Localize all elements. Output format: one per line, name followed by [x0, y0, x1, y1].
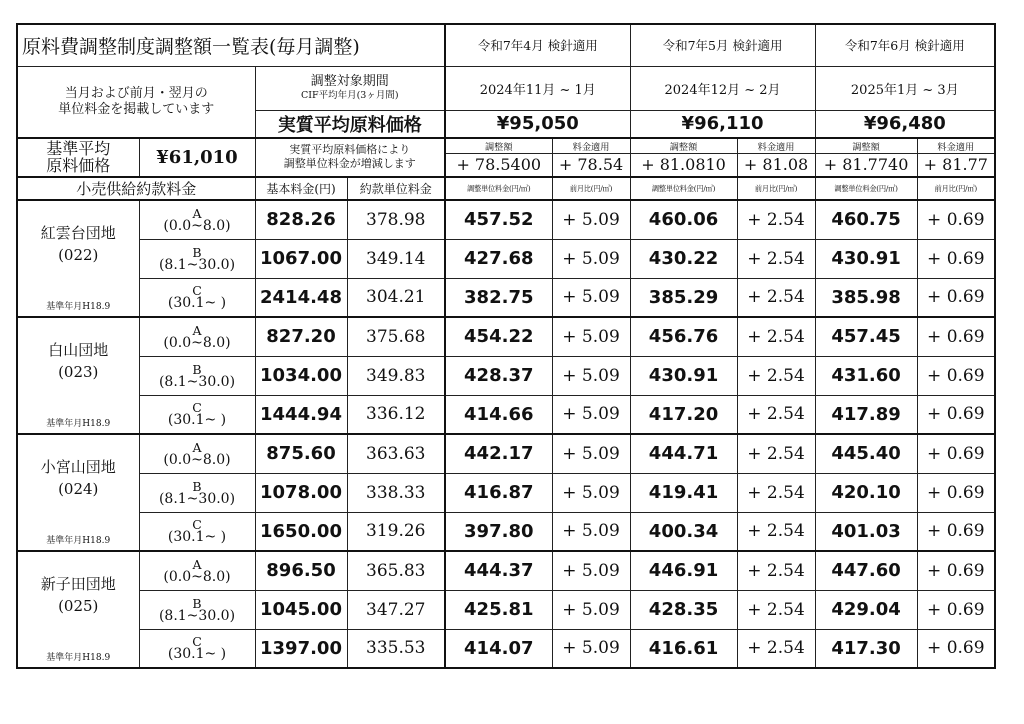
block-cell: [139, 473, 255, 512]
area-code: (025): [58, 597, 99, 615]
block-cell: [139, 512, 255, 551]
table-row: [17, 551, 995, 590]
prev-ratio-value-2: + 0.69: [917, 317, 995, 356]
col-adjusted-unit-2: 調整単位料金(円/㎥): [815, 177, 917, 200]
period-1: 2024年12月 ~ 2月: [630, 66, 815, 110]
adjusted-unit-value-2: 420.10: [815, 473, 917, 512]
block-cell: [139, 200, 255, 239]
adjusted-unit-value-0: 428.37: [445, 356, 552, 395]
block-letter: C: [192, 634, 202, 650]
base-fee-value: 828.26: [255, 200, 347, 239]
base-fee-value: 1045.00: [255, 590, 347, 629]
block-cell: [139, 317, 255, 356]
block-cell: [139, 629, 255, 668]
col-base-fee: 基本料金(円): [255, 177, 347, 200]
block-range: (8.1~30.0): [158, 256, 236, 273]
adjust-note: [255, 138, 445, 178]
area-name: 小宮山団地: [40, 458, 116, 476]
base-fee-value: 1067.00: [255, 239, 347, 278]
block-cell: [139, 395, 255, 434]
adjusted-unit-value-1: 456.76: [630, 317, 737, 356]
block-range: (30.1~ ): [167, 646, 227, 663]
block-letter: A: [192, 439, 202, 455]
prev-ratio-value-2: + 0.69: [917, 473, 995, 512]
table-row: [17, 239, 995, 278]
area-cell: [17, 551, 139, 668]
adjusted-unit-value-0: 427.68: [445, 239, 552, 278]
adjust-period-line2: CIF平均年月(3ヶ月間): [300, 90, 399, 101]
adjust-note-line2: 調整単位料金が増減します: [283, 157, 416, 171]
prev-ratio-value-2: + 0.69: [917, 395, 995, 434]
base-avg-value: ¥61,010: [139, 138, 255, 178]
col-prev-ratio-1: 前月比(円/㎥): [737, 177, 815, 200]
area-cell: [17, 317, 139, 434]
adjusted-unit-value-0: 425.81: [445, 590, 552, 629]
fee-applied-header-2: 料金適用: [917, 138, 995, 154]
table-row: [17, 434, 995, 473]
period-2: 2025年1月 ~ 3月: [815, 66, 995, 110]
table-row: [17, 356, 995, 395]
block-cell: [139, 278, 255, 317]
prev-ratio-value-0: + 5.09: [552, 551, 630, 590]
prev-ratio-value-2: + 0.69: [917, 512, 995, 551]
month-label-2: 令和7年6月 検針適用: [815, 24, 995, 66]
block-cell: [139, 239, 255, 278]
area-name: 紅雲台団地: [40, 224, 116, 242]
prev-ratio-value-0: + 5.09: [552, 590, 630, 629]
prev-ratio-value-0: + 5.09: [552, 512, 630, 551]
adjusted-unit-value-2: 445.40: [815, 434, 917, 473]
prev-ratio-value-0: + 5.09: [552, 629, 630, 668]
prev-ratio-value-1: + 2.54: [737, 317, 815, 356]
block-range: (0.0~8.0): [163, 217, 231, 234]
adjusted-unit-value-1: 460.06: [630, 200, 737, 239]
header-note-line2: 単位料金を掲載しています: [58, 101, 215, 117]
adj-amount-header-0: 調整額: [445, 138, 552, 154]
rate-table-page: [16, 23, 994, 681]
table-row: [17, 200, 995, 239]
adjusted-unit-value-1: 400.34: [630, 512, 737, 551]
adjusted-unit-value-0: 397.80: [445, 512, 552, 551]
block-cell: [139, 551, 255, 590]
area-name: 白山団地: [48, 341, 109, 359]
header-note: [17, 66, 255, 138]
col-unit-fee: 約款単位料金: [347, 177, 445, 200]
block-range: (0.0~8.0): [163, 451, 231, 468]
unit-fee-value: 335.53: [347, 629, 445, 668]
adjusted-unit-value-1: 430.91: [630, 356, 737, 395]
fee-applied-1: + 81.08: [737, 153, 815, 177]
base-fee-value: 1078.00: [255, 473, 347, 512]
page-title: 原料費調整制度調整額一覧表(毎月調整): [17, 24, 445, 66]
area-code: (023): [58, 363, 99, 381]
adj-amount-2: + 81.7740: [815, 153, 917, 177]
block-letter: C: [192, 283, 202, 299]
adjusted-unit-value-1: 428.35: [630, 590, 737, 629]
block-range: (30.1~ ): [167, 529, 227, 546]
adjusted-unit-value-0: 457.52: [445, 200, 552, 239]
adjust-period-line1: 調整対象期間: [310, 74, 389, 89]
adjusted-unit-value-1: 417.20: [630, 395, 737, 434]
prev-ratio-value-1: + 2.54: [737, 473, 815, 512]
prev-ratio-value-0: + 5.09: [552, 278, 630, 317]
table-row: [17, 512, 995, 551]
adjusted-unit-value-1: 416.61: [630, 629, 737, 668]
block-range: (8.1~30.0): [158, 373, 236, 390]
area-base-year: 基準年月H18.9: [46, 653, 111, 663]
prev-ratio-value-2: + 0.69: [917, 551, 995, 590]
base-fee-value: 875.60: [255, 434, 347, 473]
area-code: (022): [58, 246, 99, 264]
prev-ratio-value-2: + 0.69: [917, 239, 995, 278]
prev-ratio-value-2: + 0.69: [917, 590, 995, 629]
unit-fee-value: 338.33: [347, 473, 445, 512]
base-fee-value: 896.50: [255, 551, 347, 590]
adjustment-table: [16, 23, 996, 669]
area-base-year: 基準年月H18.9: [46, 419, 111, 429]
col-adjusted-unit-1: 調整単位料金(円/㎥): [630, 177, 737, 200]
table-row: [17, 629, 995, 668]
prev-ratio-value-2: + 0.69: [917, 356, 995, 395]
block-letter: B: [192, 595, 202, 611]
base-fee-value: 1444.94: [255, 395, 347, 434]
fee-applied-header-1: 料金適用: [737, 138, 815, 154]
block-letter: A: [192, 205, 202, 221]
header-note-line1: 当月および前月・翌月の: [64, 85, 208, 101]
adjusted-unit-value-2: 431.60: [815, 356, 917, 395]
prev-ratio-value-2: + 0.69: [917, 200, 995, 239]
block-letter: B: [192, 244, 202, 260]
block-letter: A: [192, 322, 202, 338]
col-adjusted-unit-0: 調整単位料金(円/㎥): [445, 177, 552, 200]
real-avg-label: 実質平均原料価格: [255, 110, 445, 138]
area-base-year: 基準年月H18.9: [46, 302, 111, 312]
base-fee-value: 1034.00: [255, 356, 347, 395]
adjusted-unit-value-0: 414.07: [445, 629, 552, 668]
unit-fee-value: 349.83: [347, 356, 445, 395]
prev-ratio-value-1: + 2.54: [737, 512, 815, 551]
adjusted-unit-value-1: 419.41: [630, 473, 737, 512]
adjust-period-label: [255, 66, 445, 110]
adj-amount-header-1: 調整額: [630, 138, 737, 154]
block-letter: B: [192, 478, 202, 494]
unit-fee-value: 375.68: [347, 317, 445, 356]
prev-ratio-value-1: + 2.54: [737, 278, 815, 317]
base-avg-label: [17, 138, 139, 178]
unit-fee-value: 363.63: [347, 434, 445, 473]
area-cell: [17, 434, 139, 551]
adj-amount-header-2: 調整額: [815, 138, 917, 154]
prev-ratio-value-1: + 2.54: [737, 356, 815, 395]
month-label-1: 令和7年5月 検針適用: [630, 24, 815, 66]
fee-applied-header-0: 料金適用: [552, 138, 630, 154]
adjusted-unit-value-1: 385.29: [630, 278, 737, 317]
adjusted-unit-value-0: 414.66: [445, 395, 552, 434]
adjusted-unit-value-2: 460.75: [815, 200, 917, 239]
area-base-year: 基準年月H18.9: [46, 536, 111, 546]
block-range: (30.1~ ): [167, 412, 227, 429]
adjusted-unit-value-0: 382.75: [445, 278, 552, 317]
block-range: (8.1~30.0): [158, 490, 236, 507]
adjusted-unit-value-2: 457.45: [815, 317, 917, 356]
real-avg-price-1: ¥96,110: [630, 110, 815, 138]
block-range: (30.1~ ): [167, 295, 227, 312]
adjusted-unit-value-2: 447.60: [815, 551, 917, 590]
month-label-0: 令和7年4月 検針適用: [445, 24, 630, 66]
adjusted-unit-value-2: 417.30: [815, 629, 917, 668]
adjusted-unit-value-2: 417.89: [815, 395, 917, 434]
prev-ratio-value-1: + 2.54: [737, 434, 815, 473]
base-fee-value: 2414.48: [255, 278, 347, 317]
adjust-note-line1: 実質平均原料価格により: [289, 143, 411, 157]
adjusted-unit-value-1: 430.22: [630, 239, 737, 278]
prev-ratio-value-0: + 5.09: [552, 395, 630, 434]
table-row: [17, 473, 995, 512]
adjusted-unit-value-1: 444.71: [630, 434, 737, 473]
prev-ratio-value-1: + 2.54: [737, 395, 815, 434]
prev-ratio-value-1: + 2.54: [737, 551, 815, 590]
retail-label: 小売供給約款料金: [17, 177, 255, 200]
area-code: (024): [58, 480, 99, 498]
adjusted-unit-value-0: 442.17: [445, 434, 552, 473]
block-letter: C: [192, 517, 202, 533]
fee-applied-0: + 78.54: [552, 153, 630, 177]
prev-ratio-value-0: + 5.09: [552, 317, 630, 356]
prev-ratio-value-0: + 5.09: [552, 434, 630, 473]
prev-ratio-value-1: + 2.54: [737, 239, 815, 278]
base-avg-line1: 基準平均: [46, 139, 111, 159]
block-cell: [139, 434, 255, 473]
adj-amount-0: + 78.5400: [445, 153, 552, 177]
base-avg-line2: 原料価格: [46, 156, 111, 176]
block-range: (0.0~8.0): [163, 568, 231, 585]
unit-fee-value: 365.83: [347, 551, 445, 590]
period-0: 2024年11月 ~ 1月: [445, 66, 630, 110]
unit-fee-value: 347.27: [347, 590, 445, 629]
block-range: (0.0~8.0): [163, 334, 231, 351]
area-name: 新子田団地: [40, 575, 116, 593]
col-prev-ratio-0: 前月比(円/㎥): [552, 177, 630, 200]
prev-ratio-value-1: + 2.54: [737, 629, 815, 668]
block-letter: C: [192, 400, 202, 416]
real-avg-price-2: ¥96,480: [815, 110, 995, 138]
block-letter: A: [192, 556, 202, 572]
area-cell: [17, 200, 139, 317]
adjusted-unit-value-1: 446.91: [630, 551, 737, 590]
block-cell: [139, 590, 255, 629]
block-range: (8.1~30.0): [158, 607, 236, 624]
adjusted-unit-value-2: 401.03: [815, 512, 917, 551]
base-fee-value: 1650.00: [255, 512, 347, 551]
unit-fee-value: 319.26: [347, 512, 445, 551]
table-row: [17, 590, 995, 629]
prev-ratio-value-1: + 2.54: [737, 590, 815, 629]
real-avg-price-0: ¥95,050: [445, 110, 630, 138]
base-fee-value: 827.20: [255, 317, 347, 356]
prev-ratio-value-0: + 5.09: [552, 200, 630, 239]
adj-amount-1: + 81.0810: [630, 153, 737, 177]
prev-ratio-value-0: + 5.09: [552, 239, 630, 278]
adjusted-unit-value-0: 416.87: [445, 473, 552, 512]
adjusted-unit-value-0: 454.22: [445, 317, 552, 356]
unit-fee-value: 304.21: [347, 278, 445, 317]
prev-ratio-value-0: + 5.09: [552, 473, 630, 512]
fee-applied-2: + 81.77: [917, 153, 995, 177]
prev-ratio-value-2: + 0.69: [917, 629, 995, 668]
unit-fee-value: 349.14: [347, 239, 445, 278]
table-row: [17, 317, 995, 356]
adjusted-unit-value-2: 430.91: [815, 239, 917, 278]
col-prev-ratio-2: 前月比(円/㎥): [917, 177, 995, 200]
block-letter: B: [192, 361, 202, 377]
adjusted-unit-value-2: 429.04: [815, 590, 917, 629]
adjusted-unit-value-0: 444.37: [445, 551, 552, 590]
table-row: [17, 395, 995, 434]
unit-fee-value: 378.98: [347, 200, 445, 239]
block-cell: [139, 356, 255, 395]
table-row: [17, 278, 995, 317]
adjusted-unit-value-2: 385.98: [815, 278, 917, 317]
prev-ratio-value-2: + 0.69: [917, 434, 995, 473]
prev-ratio-value-0: + 5.09: [552, 356, 630, 395]
base-fee-value: 1397.00: [255, 629, 347, 668]
prev-ratio-value-2: + 0.69: [917, 278, 995, 317]
prev-ratio-value-1: + 2.54: [737, 200, 815, 239]
unit-fee-value: 336.12: [347, 395, 445, 434]
